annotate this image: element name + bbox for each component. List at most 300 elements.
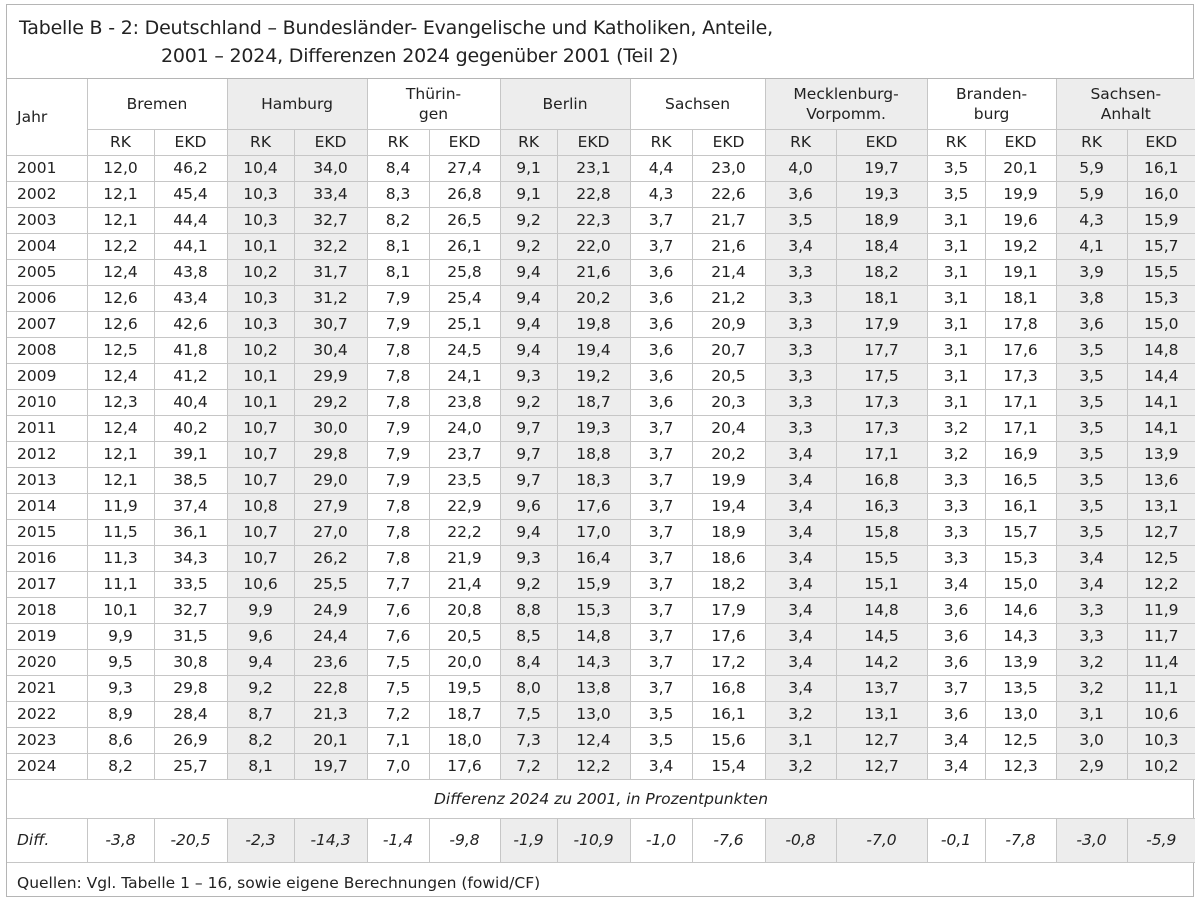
source-row	[7, 863, 1195, 903]
value-cell: 16,8	[692, 676, 765, 702]
value-cell: 19,2	[557, 364, 630, 390]
difference-cell: -7,6	[692, 819, 765, 863]
value-cell: 11,9	[87, 494, 154, 520]
value-cell: 30,4	[294, 338, 367, 364]
value-cell: 7,6	[367, 598, 429, 624]
value-cell: 3,5	[765, 208, 836, 234]
value-cell: 15,7	[985, 520, 1056, 546]
value-cell: 14,3	[557, 650, 630, 676]
value-cell: 15,3	[985, 546, 1056, 572]
value-cell: 10,8	[227, 494, 294, 520]
value-cell: 9,3	[500, 364, 557, 390]
value-cell: 29,0	[294, 468, 367, 494]
value-cell: 12,6	[87, 312, 154, 338]
value-cell: 10,1	[227, 390, 294, 416]
value-cell: 19,9	[692, 468, 765, 494]
value-cell: 3,6	[1056, 312, 1127, 338]
value-cell: 12,4	[87, 260, 154, 286]
value-cell: 17,6	[557, 494, 630, 520]
table-row	[7, 520, 1195, 546]
value-cell: 14,8	[1127, 338, 1195, 364]
value-cell: 9,4	[227, 650, 294, 676]
state-header	[1056, 79, 1195, 130]
value-cell: 18,9	[692, 520, 765, 546]
value-cell: 3,7	[630, 676, 692, 702]
value-cell: 28,4	[154, 702, 227, 728]
difference-cell: -0,8	[765, 819, 836, 863]
state-header	[500, 79, 630, 130]
table-row	[7, 650, 1195, 676]
year-cell: 2005	[7, 260, 87, 286]
value-cell: 3,3	[765, 390, 836, 416]
value-cell: 9,4	[500, 260, 557, 286]
table-row	[7, 156, 1195, 182]
value-cell: 8,1	[227, 754, 294, 780]
value-cell: 21,4	[429, 572, 500, 598]
value-cell: 3,6	[630, 390, 692, 416]
value-cell: 16,5	[985, 468, 1056, 494]
ekd-column-header: EKD	[294, 130, 367, 156]
value-cell: 13,9	[1127, 442, 1195, 468]
value-cell: 8,5	[500, 624, 557, 650]
value-cell: 12,5	[1127, 546, 1195, 572]
value-cell: 9,7	[500, 442, 557, 468]
value-cell: 29,8	[294, 442, 367, 468]
value-cell: 17,9	[692, 598, 765, 624]
value-cell: 3,5	[1056, 416, 1127, 442]
value-cell: 10,3	[227, 286, 294, 312]
value-cell: 11,9	[1127, 598, 1195, 624]
value-cell: 3,4	[765, 546, 836, 572]
table-row	[7, 598, 1195, 624]
value-cell: 20,1	[294, 728, 367, 754]
ekd-column-header: EKD	[557, 130, 630, 156]
value-cell: 8,4	[367, 156, 429, 182]
value-cell: 30,7	[294, 312, 367, 338]
state-name-line-1: Sachsen-	[1057, 84, 1196, 104]
value-cell: 12,5	[985, 728, 1056, 754]
value-cell: 3,3	[927, 494, 985, 520]
value-cell: 17,6	[985, 338, 1056, 364]
value-cell: 3,1	[927, 234, 985, 260]
year-cell: 2013	[7, 468, 87, 494]
year-cell: 2014	[7, 494, 87, 520]
value-cell: 38,5	[154, 468, 227, 494]
value-cell: 15,5	[1127, 260, 1195, 286]
value-cell: 32,7	[294, 208, 367, 234]
value-cell: 16,0	[1127, 182, 1195, 208]
rk-column-header: RK	[227, 130, 294, 156]
value-cell: 7,5	[367, 650, 429, 676]
value-cell: 3,6	[630, 260, 692, 286]
value-cell: 29,9	[294, 364, 367, 390]
value-cell: 25,8	[429, 260, 500, 286]
value-cell: 12,1	[87, 468, 154, 494]
table-row	[7, 754, 1195, 780]
value-cell: 10,1	[227, 364, 294, 390]
rk-column-header: RK	[1056, 130, 1127, 156]
value-cell: 20,5	[429, 624, 500, 650]
value-cell: 3,6	[630, 286, 692, 312]
value-cell: 3,4	[927, 754, 985, 780]
value-cell: 8,0	[500, 676, 557, 702]
year-column-header: Jahr	[7, 79, 87, 156]
year-cell: 2018	[7, 598, 87, 624]
value-cell: 3,1	[927, 260, 985, 286]
value-cell: 3,3	[765, 416, 836, 442]
value-cell: 30,8	[154, 650, 227, 676]
year-cell: 2006	[7, 286, 87, 312]
state-name-line-2: Anhalt	[1057, 104, 1196, 124]
value-cell: 7,8	[367, 364, 429, 390]
value-cell: 3,8	[1056, 286, 1127, 312]
year-cell: 2004	[7, 234, 87, 260]
ekd-column-header: EKD	[1127, 130, 1195, 156]
value-cell: 24,4	[294, 624, 367, 650]
value-cell: 3,6	[765, 182, 836, 208]
value-cell: 7,9	[367, 286, 429, 312]
value-cell: 19,7	[294, 754, 367, 780]
rk-column-header: RK	[87, 130, 154, 156]
value-cell: 9,3	[87, 676, 154, 702]
value-cell: 4,1	[1056, 234, 1127, 260]
value-cell: 9,6	[227, 624, 294, 650]
value-cell: 9,9	[87, 624, 154, 650]
value-cell: 9,2	[500, 234, 557, 260]
value-cell: 3,5	[927, 156, 985, 182]
value-cell: 3,4	[927, 728, 985, 754]
year-cell: 2016	[7, 546, 87, 572]
value-cell: 3,7	[630, 234, 692, 260]
value-cell: 13,1	[1127, 494, 1195, 520]
year-cell: 2008	[7, 338, 87, 364]
value-cell: 3,2	[927, 442, 985, 468]
value-cell: 15,8	[836, 520, 927, 546]
value-cell: 3,3	[1056, 624, 1127, 650]
difference-note: Differenz 2024 zu 2001, in Prozentpunkten	[7, 780, 1195, 819]
value-cell: 8,2	[87, 754, 154, 780]
value-cell: 9,2	[227, 676, 294, 702]
value-cell: 22,0	[557, 234, 630, 260]
value-cell: 23,5	[429, 468, 500, 494]
year-cell: 2022	[7, 702, 87, 728]
difference-cell: -1,0	[630, 819, 692, 863]
difference-cell: -0,1	[927, 819, 985, 863]
data-table	[7, 79, 1195, 903]
value-cell: 3,4	[765, 598, 836, 624]
value-cell: 25,7	[154, 754, 227, 780]
difference-cell: -1,9	[500, 819, 557, 863]
value-cell: 3,7	[630, 546, 692, 572]
value-cell: 12,5	[87, 338, 154, 364]
value-cell: 10,3	[227, 208, 294, 234]
value-cell: 20,2	[557, 286, 630, 312]
value-cell: 18,1	[985, 286, 1056, 312]
value-cell: 12,1	[87, 442, 154, 468]
value-cell: 10,6	[227, 572, 294, 598]
value-cell: 3,5	[927, 182, 985, 208]
value-cell: 9,2	[500, 208, 557, 234]
value-cell: 3,4	[765, 520, 836, 546]
year-cell: 2009	[7, 364, 87, 390]
value-cell: 12,7	[836, 728, 927, 754]
value-cell: 10,7	[227, 468, 294, 494]
value-cell: 3,3	[765, 364, 836, 390]
value-cell: 41,8	[154, 338, 227, 364]
value-cell: 20,0	[429, 650, 500, 676]
year-cell: 2003	[7, 208, 87, 234]
value-cell: 44,4	[154, 208, 227, 234]
value-cell: 17,6	[429, 754, 500, 780]
value-cell: 13,0	[985, 702, 1056, 728]
value-cell: 9,6	[500, 494, 557, 520]
state-name-line-1: Hamburg	[228, 94, 367, 114]
value-cell: 3,4	[765, 234, 836, 260]
year-cell: 2002	[7, 182, 87, 208]
difference-cell: -2,3	[227, 819, 294, 863]
value-cell: 3,2	[765, 702, 836, 728]
value-cell: 3,2	[1056, 650, 1127, 676]
value-cell: 3,5	[630, 702, 692, 728]
value-cell: 36,1	[154, 520, 227, 546]
table-row	[7, 676, 1195, 702]
value-cell: 15,3	[1127, 286, 1195, 312]
value-cell: 17,3	[836, 416, 927, 442]
ekd-column-header: EKD	[692, 130, 765, 156]
value-cell: 12,7	[1127, 520, 1195, 546]
value-cell: 11,1	[1127, 676, 1195, 702]
value-cell: 19,7	[836, 156, 927, 182]
table-frame	[6, 4, 1194, 897]
value-cell: 43,4	[154, 286, 227, 312]
value-cell: 7,8	[367, 520, 429, 546]
value-cell: 17,5	[836, 364, 927, 390]
value-cell: 13,6	[1127, 468, 1195, 494]
value-cell: 3,7	[630, 650, 692, 676]
value-cell: 7,0	[367, 754, 429, 780]
value-cell: 3,1	[1056, 702, 1127, 728]
value-cell: 29,8	[154, 676, 227, 702]
value-cell: 40,2	[154, 416, 227, 442]
difference-cell: -3,8	[87, 819, 154, 863]
value-cell: 20,1	[985, 156, 1056, 182]
value-cell: 24,1	[429, 364, 500, 390]
value-cell: 3,9	[1056, 260, 1127, 286]
value-cell: 16,1	[1127, 156, 1195, 182]
value-cell: 7,8	[367, 494, 429, 520]
value-cell: 12,4	[87, 364, 154, 390]
value-cell: 9,1	[500, 156, 557, 182]
value-cell: 32,7	[154, 598, 227, 624]
value-cell: 22,8	[557, 182, 630, 208]
value-cell: 26,1	[429, 234, 500, 260]
value-cell: 3,1	[765, 728, 836, 754]
value-cell: 9,5	[87, 650, 154, 676]
value-cell: 3,7	[630, 520, 692, 546]
value-cell: 3,7	[630, 494, 692, 520]
value-cell: 13,7	[836, 676, 927, 702]
rk-column-header: RK	[500, 130, 557, 156]
difference-cell: -7,8	[985, 819, 1056, 863]
value-cell: 3,6	[630, 312, 692, 338]
value-cell: 3,4	[765, 494, 836, 520]
value-cell: 7,8	[367, 546, 429, 572]
value-cell: 7,1	[367, 728, 429, 754]
value-cell: 9,4	[500, 338, 557, 364]
value-cell: 20,2	[692, 442, 765, 468]
value-cell: 3,2	[927, 416, 985, 442]
value-cell: 18,7	[429, 702, 500, 728]
value-cell: 33,4	[294, 182, 367, 208]
value-cell: 27,0	[294, 520, 367, 546]
value-cell: 3,6	[927, 650, 985, 676]
value-cell: 7,5	[367, 676, 429, 702]
value-cell: 24,0	[429, 416, 500, 442]
value-cell: 8,1	[367, 234, 429, 260]
value-cell: 3,5	[1056, 364, 1127, 390]
value-cell: 18,7	[557, 390, 630, 416]
value-cell: 31,2	[294, 286, 367, 312]
value-cell: 27,4	[429, 156, 500, 182]
value-cell: 20,3	[692, 390, 765, 416]
value-cell: 34,0	[294, 156, 367, 182]
value-cell: 25,4	[429, 286, 500, 312]
value-cell: 14,6	[985, 598, 1056, 624]
value-cell: 19,3	[836, 182, 927, 208]
value-cell: 7,2	[367, 702, 429, 728]
value-cell: 3,0	[1056, 728, 1127, 754]
value-cell: 3,1	[927, 364, 985, 390]
value-cell: 17,0	[557, 520, 630, 546]
value-cell: 3,7	[630, 572, 692, 598]
rk-column-header: RK	[367, 130, 429, 156]
value-cell: 3,6	[630, 364, 692, 390]
rk-column-header: RK	[630, 130, 692, 156]
value-cell: 26,8	[429, 182, 500, 208]
table-row	[7, 234, 1195, 260]
value-cell: 10,7	[227, 546, 294, 572]
value-cell: 12,0	[87, 156, 154, 182]
value-cell: 23,6	[294, 650, 367, 676]
value-cell: 3,4	[765, 468, 836, 494]
value-cell: 12,1	[87, 208, 154, 234]
value-cell: 12,2	[87, 234, 154, 260]
value-cell: 11,7	[1127, 624, 1195, 650]
value-cell: 40,4	[154, 390, 227, 416]
value-cell: 16,9	[985, 442, 1056, 468]
value-cell: 3,3	[927, 468, 985, 494]
value-cell: 3,1	[927, 208, 985, 234]
value-cell: 7,6	[367, 624, 429, 650]
value-cell: 3,1	[927, 390, 985, 416]
ekd-column-header: EKD	[836, 130, 927, 156]
value-cell: 3,6	[927, 598, 985, 624]
table-row	[7, 364, 1195, 390]
value-cell: 12,4	[87, 416, 154, 442]
value-cell: 3,7	[630, 442, 692, 468]
table-row	[7, 572, 1195, 598]
table-row	[7, 728, 1195, 754]
header-row-states	[7, 79, 1195, 130]
value-cell: 29,2	[294, 390, 367, 416]
value-cell: 9,1	[500, 182, 557, 208]
value-cell: 31,7	[294, 260, 367, 286]
value-cell: 9,3	[500, 546, 557, 572]
value-cell: 12,7	[836, 754, 927, 780]
value-cell: 3,3	[765, 312, 836, 338]
value-cell: 14,3	[985, 624, 1056, 650]
value-cell: 14,8	[836, 598, 927, 624]
value-cell: 21,6	[692, 234, 765, 260]
value-cell: 15,0	[1127, 312, 1195, 338]
value-cell: 20,9	[692, 312, 765, 338]
table-row	[7, 442, 1195, 468]
value-cell: 10,2	[227, 260, 294, 286]
value-cell: 21,6	[557, 260, 630, 286]
value-cell: 8,2	[367, 208, 429, 234]
value-cell: 32,2	[294, 234, 367, 260]
value-cell: 8,8	[500, 598, 557, 624]
difference-cell: -1,4	[367, 819, 429, 863]
difference-cell: -7,0	[836, 819, 927, 863]
value-cell: 17,2	[692, 650, 765, 676]
value-cell: 3,2	[1056, 676, 1127, 702]
value-cell: 3,3	[927, 520, 985, 546]
value-cell: 26,9	[154, 728, 227, 754]
value-cell: 23,8	[429, 390, 500, 416]
value-cell: 26,5	[429, 208, 500, 234]
value-cell: 7,9	[367, 312, 429, 338]
value-cell: 24,9	[294, 598, 367, 624]
state-header	[367, 79, 500, 130]
table-row	[7, 208, 1195, 234]
state-name-line-2: Vorpomm.	[766, 104, 927, 124]
value-cell: 17,7	[836, 338, 927, 364]
value-cell: 22,2	[429, 520, 500, 546]
difference-label: Diff.	[7, 819, 87, 863]
value-cell: 23,1	[557, 156, 630, 182]
rk-column-header: RK	[765, 130, 836, 156]
value-cell: 18,2	[692, 572, 765, 598]
value-cell: 15,4	[692, 754, 765, 780]
year-cell: 2021	[7, 676, 87, 702]
value-cell: 10,4	[227, 156, 294, 182]
value-cell: 22,9	[429, 494, 500, 520]
value-cell: 19,5	[429, 676, 500, 702]
value-cell: 3,5	[1056, 520, 1127, 546]
value-cell: 16,3	[836, 494, 927, 520]
value-cell: 16,4	[557, 546, 630, 572]
value-cell: 10,2	[1127, 754, 1195, 780]
difference-cell: -10,9	[557, 819, 630, 863]
state-name-line-1: Bremen	[88, 94, 227, 114]
table-row	[7, 468, 1195, 494]
state-name-line-2: burg	[928, 104, 1056, 124]
state-header	[87, 79, 227, 130]
value-cell: 14,1	[1127, 390, 1195, 416]
value-cell: 10,7	[227, 442, 294, 468]
value-cell: 3,1	[927, 338, 985, 364]
value-cell: 11,5	[87, 520, 154, 546]
value-cell: 3,7	[630, 598, 692, 624]
value-cell: 18,4	[836, 234, 927, 260]
value-cell: 4,4	[630, 156, 692, 182]
value-cell: 3,5	[1056, 338, 1127, 364]
value-cell: 7,7	[367, 572, 429, 598]
value-cell: 7,8	[367, 390, 429, 416]
value-cell: 18,0	[429, 728, 500, 754]
value-cell: 25,5	[294, 572, 367, 598]
